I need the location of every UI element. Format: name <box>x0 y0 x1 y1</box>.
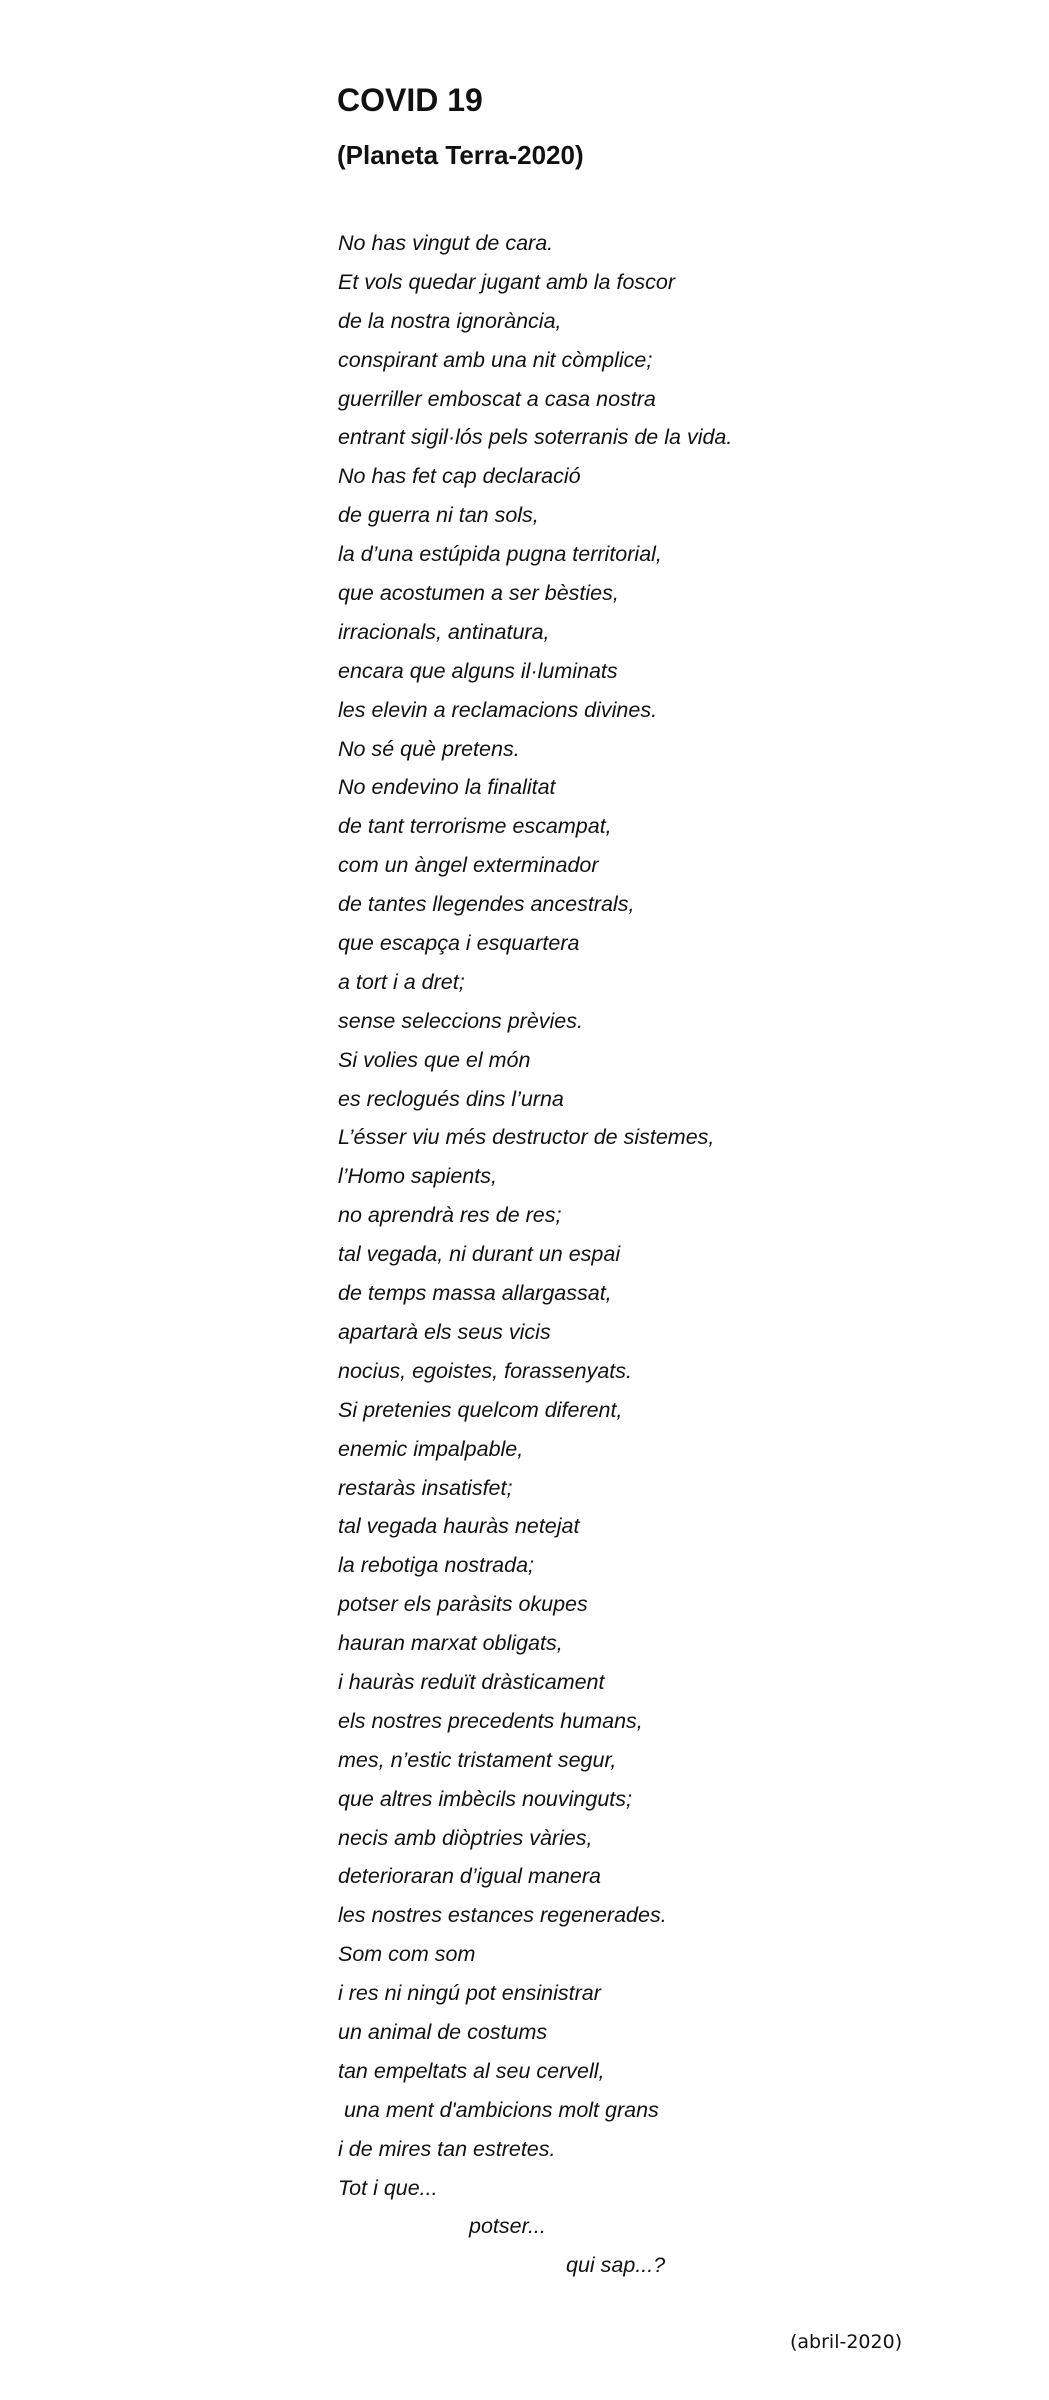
poem-line: la rebotiga nostrada; <box>338 1553 535 1578</box>
poem-line: tal vegada hauràs netejat <box>338 1514 580 1539</box>
poem-line: necis amb diòptries vàries, <box>338 1825 593 1850</box>
poem-line: les nostres estances regenerades. <box>338 1903 667 1928</box>
poem-line: que altres imbècils nouvinguts; <box>338 1786 632 1811</box>
poem-line: restaràs insatisfet; <box>338 1475 513 1500</box>
poem-line: la d’una estúpida pugna territorial, <box>338 542 662 567</box>
poem-line: No sé què pretens. <box>338 736 520 761</box>
poem-line: potser els paràsits okupes <box>338 1592 588 1617</box>
poem-line: sense seleccions prèvies. <box>338 1008 583 1033</box>
poem-line: de temps massa allargassat, <box>338 1281 612 1306</box>
poem-line: No has fet cap declaració <box>338 464 581 489</box>
poem-line: L’ésser viu més destructor de sistemes, <box>338 1125 715 1150</box>
poem-line: un animal de costums <box>338 2019 548 2044</box>
poem-line: Et vols quedar jugant amb la foscor <box>338 269 676 294</box>
poem-line: que acostumen a ser bèsties, <box>338 581 619 606</box>
poem-line: i hauràs reduït dràsticament <box>338 1669 605 1694</box>
poem-line: Som com som <box>338 1942 476 1967</box>
poem-line: deterioraran d’igual manera <box>338 1864 601 1889</box>
poem-line: guerriller emboscat a casa nostra <box>338 386 656 411</box>
poem-date: (abril-2020) <box>790 2331 903 2353</box>
poem-line: hauran marxat obligats, <box>338 1631 563 1656</box>
poem-line: Si pretenies quelcom diferent, <box>338 1397 623 1422</box>
poem-line: es reclogués dins l’urna <box>338 1086 564 1111</box>
poem-line: conspirant amb una nit còmplice; <box>338 347 653 372</box>
poem-line: entrant sigil·lós pels soterranis de la vida. <box>338 425 733 450</box>
poem-body <box>338 224 732 2285</box>
poem-line: i de mires tan estretes. <box>338 2136 556 2161</box>
poem-line: enemic impalpable, <box>338 1436 524 1461</box>
poem-line: a tort i a dret; <box>338 969 465 994</box>
poem-line: de guerra ni tan sols, <box>338 503 539 528</box>
poem-line: Si volies que el món <box>338 1047 531 1072</box>
poem-line: mes, n’estic tristament segur, <box>338 1747 617 1772</box>
poem-line: l’Homo sapients, <box>338 1164 497 1189</box>
poem-line: qui sap...? <box>566 2253 666 2278</box>
poem-line: de la nostra ignorància, <box>338 308 562 333</box>
poem-line: no aprendrà res de res; <box>338 1203 562 1228</box>
poem-line: irracionals, antinatura, <box>338 619 550 644</box>
poem-line: de tant terrorisme escampat, <box>338 814 612 839</box>
poem-line: nocius, egoistes, forassenyats. <box>338 1358 632 1383</box>
poem-line: Tot i que... <box>338 2175 438 2200</box>
poem-line: tal vegada, ni durant un espai <box>338 1242 621 1267</box>
poem-line: els nostres precedents humans, <box>338 1708 643 1733</box>
poem-line: apartarà els seus vicis <box>338 1319 551 1344</box>
poem-line: encara que alguns il·luminats <box>338 658 618 683</box>
poem-line: les elevin a reclamacions divines. <box>338 697 658 722</box>
poem-title: COVID 19 <box>337 82 483 118</box>
poem-line: tan empeltats al seu cervell, <box>338 2058 605 2083</box>
poem-line: No has vingut de cara. <box>338 231 554 255</box>
poem-line: i res ni ningú pot ensinistrar <box>338 1981 601 2006</box>
poem-subtitle: (Planeta Terra-2020) <box>337 140 584 170</box>
poem-line: que escapça i esquartera <box>338 931 580 956</box>
poem-line: No endevino la finalitat <box>338 775 556 800</box>
poem-line: potser... <box>469 2214 546 2239</box>
poem-line: com un àngel exterminador <box>338 853 599 878</box>
poem-line: de tantes llegendes ancestrals, <box>338 892 635 917</box>
poem-line: una ment d'ambicions molt grans <box>338 2097 659 2122</box>
